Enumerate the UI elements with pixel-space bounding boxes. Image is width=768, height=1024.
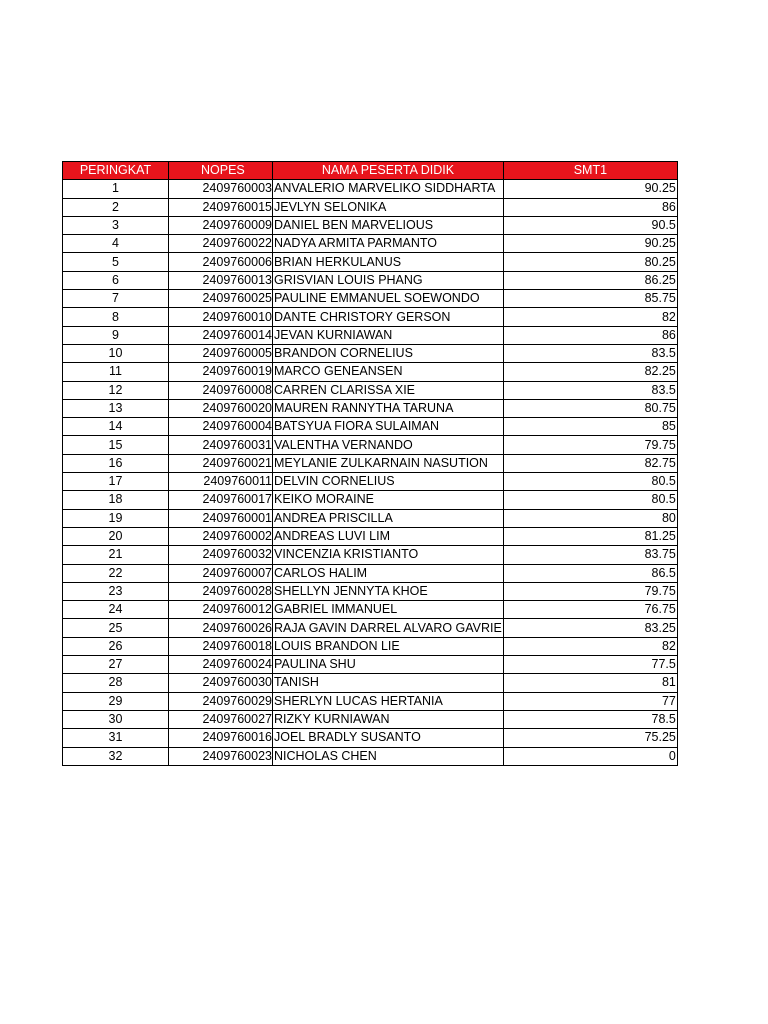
rank-cell[interactable]: 23 (63, 582, 169, 600)
smt1-score-cell[interactable]: 78.5 (503, 710, 677, 728)
smt1-score-cell[interactable]: 82.75 (503, 454, 677, 472)
student-name-cell[interactable]: RIZKY KURNIAWAN (273, 710, 504, 728)
nopes-cell[interactable]: 2409760003 (169, 180, 273, 198)
table-row (63, 692, 678, 710)
rank-cell[interactable]: 31 (63, 729, 169, 747)
rank-cell[interactable]: 17 (63, 473, 169, 491)
table-row (63, 326, 678, 344)
table-row (63, 271, 678, 289)
smt1-score-cell[interactable]: 86 (503, 198, 677, 216)
rank-cell[interactable]: 2 (63, 198, 169, 216)
rank-cell[interactable]: 27 (63, 656, 169, 674)
nopes-cell[interactable]: 2409760014 (169, 326, 273, 344)
student-name-cell[interactable]: LOUIS BRANDON LIE (273, 637, 504, 655)
nopes-cell[interactable]: 2409760005 (169, 344, 273, 362)
table-row (63, 253, 678, 271)
smt1-score-cell[interactable]: 85.75 (503, 290, 677, 308)
nopes-cell[interactable]: 2409760012 (169, 601, 273, 619)
rank-cell[interactable]: 25 (63, 619, 169, 637)
smt1-score-cell[interactable]: 83.5 (503, 344, 677, 362)
student-name-cell[interactable]: SHERLYN LUCAS HERTANIA (273, 692, 504, 710)
nopes-cell[interactable]: 2409760020 (169, 399, 273, 417)
smt1-score-cell[interactable]: 90.25 (503, 180, 677, 198)
rank-cell[interactable]: 11 (63, 363, 169, 381)
nopes-cell[interactable]: 2409760026 (169, 619, 273, 637)
smt1-score-cell[interactable]: 86 (503, 326, 677, 344)
smt1-score-cell[interactable]: 86.5 (503, 564, 677, 582)
table-row (63, 290, 678, 308)
header-peringkat[interactable]: PERINGKAT (63, 162, 169, 180)
student-name-cell[interactable]: CARREN CLARISSA XIE (273, 381, 504, 399)
table-row (63, 674, 678, 692)
rank-cell[interactable]: 19 (63, 509, 169, 527)
rank-cell[interactable]: 28 (63, 674, 169, 692)
smt1-score-cell[interactable]: 85 (503, 418, 677, 436)
smt1-score-cell[interactable]: 83.75 (503, 546, 677, 564)
table-row (63, 710, 678, 728)
nopes-cell[interactable]: 2409760016 (169, 729, 273, 747)
rank-cell[interactable]: 30 (63, 710, 169, 728)
rank-cell[interactable]: 16 (63, 454, 169, 472)
student-name-cell[interactable]: ANDREA PRISCILLA (273, 509, 504, 527)
student-name-cell[interactable]: NADYA ARMITA PARMANTO (273, 235, 504, 253)
header-nama-peserta-didik[interactable]: NAMA PESERTA DIDIK (273, 162, 504, 180)
header-nopes[interactable]: NOPES (169, 162, 273, 180)
smt1-score-cell[interactable]: 80.5 (503, 491, 677, 509)
table-row (63, 509, 678, 527)
student-name-cell[interactable]: SHELLYN JENNYTA KHOE (273, 582, 504, 600)
student-name-cell[interactable]: NICHOLAS CHEN (273, 747, 504, 765)
nopes-cell[interactable]: 2409760002 (169, 527, 273, 545)
student-name-cell[interactable]: MAUREN RANNYTHA TARUNA (273, 399, 504, 417)
table-row (63, 729, 678, 747)
student-name-cell[interactable]: PAULINE EMMANUEL SOEWONDO (273, 290, 504, 308)
smt1-score-cell[interactable]: 0 (503, 747, 677, 765)
student-name-cell[interactable]: MARCO GENEANSEN (273, 363, 504, 381)
table-row (63, 235, 678, 253)
student-name-cell[interactable]: DANTE CHRISTORY GERSON (273, 308, 504, 326)
rank-cell[interactable]: 15 (63, 436, 169, 454)
rank-cell[interactable]: 29 (63, 692, 169, 710)
rank-cell[interactable]: 22 (63, 564, 169, 582)
ranking-table-header (63, 162, 678, 180)
smt1-score-cell[interactable]: 82 (503, 637, 677, 655)
table-row (63, 747, 678, 765)
table-row (63, 656, 678, 674)
nopes-cell[interactable]: 2409760031 (169, 436, 273, 454)
student-name-cell[interactable]: GRISVIAN LOUIS PHANG (273, 271, 504, 289)
nopes-cell[interactable]: 2409760028 (169, 582, 273, 600)
nopes-cell[interactable]: 2409760030 (169, 674, 273, 692)
nopes-cell[interactable]: 2409760015 (169, 198, 273, 216)
nopes-cell[interactable]: 2409760007 (169, 564, 273, 582)
student-name-cell[interactable]: TANISH (273, 674, 504, 692)
smt1-score-cell[interactable]: 80.25 (503, 253, 677, 271)
student-name-cell[interactable]: VINCENZIA KRISTIANTO (273, 546, 504, 564)
nopes-cell[interactable]: 2409760027 (169, 710, 273, 728)
table-row (63, 564, 678, 582)
smt1-score-cell[interactable]: 80 (503, 509, 677, 527)
student-name-cell[interactable]: ANVALERIO MARVELIKO SIDDHARTA (273, 180, 504, 198)
smt1-score-cell[interactable]: 80.75 (503, 399, 677, 417)
table-row (63, 381, 678, 399)
student-name-cell[interactable]: MEYLANIE ZULKARNAIN NASUTION (273, 454, 504, 472)
nopes-cell[interactable]: 2409760021 (169, 454, 273, 472)
nopes-cell[interactable]: 2409760010 (169, 308, 273, 326)
nopes-cell[interactable]: 2409760019 (169, 363, 273, 381)
nopes-cell[interactable]: 2409760032 (169, 546, 273, 564)
smt1-score-cell[interactable]: 75.25 (503, 729, 677, 747)
student-name-cell[interactable]: RAJA GAVIN DARREL ALVARO GAVRIE (273, 619, 504, 637)
smt1-score-cell[interactable]: 79.75 (503, 582, 677, 600)
rank-cell[interactable]: 4 (63, 235, 169, 253)
nopes-cell[interactable]: 2409760022 (169, 235, 273, 253)
nopes-cell[interactable]: 2409760023 (169, 747, 273, 765)
ranking-table (62, 161, 678, 766)
rank-cell[interactable]: 20 (63, 527, 169, 545)
table-row (63, 216, 678, 234)
nopes-cell[interactable]: 2409760004 (169, 418, 273, 436)
table-row (63, 308, 678, 326)
rank-cell[interactable]: 18 (63, 491, 169, 509)
rank-cell[interactable]: 21 (63, 546, 169, 564)
rank-cell[interactable]: 8 (63, 308, 169, 326)
nopes-cell[interactable]: 2409760024 (169, 656, 273, 674)
table-row (63, 527, 678, 545)
smt1-score-cell[interactable]: 81 (503, 674, 677, 692)
rank-cell[interactable]: 13 (63, 399, 169, 417)
nopes-cell[interactable]: 2409760029 (169, 692, 273, 710)
header-row (63, 162, 678, 180)
student-name-cell[interactable]: BRANDON CORNELIUS (273, 344, 504, 362)
rank-cell[interactable]: 1 (63, 180, 169, 198)
table-row (63, 582, 678, 600)
table-row (63, 418, 678, 436)
smt1-score-cell[interactable]: 79.75 (503, 436, 677, 454)
rank-cell[interactable]: 5 (63, 253, 169, 271)
smt1-score-cell[interactable]: 81.25 (503, 527, 677, 545)
table-row (63, 436, 678, 454)
smt1-score-cell[interactable]: 83.25 (503, 619, 677, 637)
rank-cell[interactable]: 24 (63, 601, 169, 619)
nopes-cell[interactable]: 2409760025 (169, 290, 273, 308)
nopes-cell[interactable]: 2409760009 (169, 216, 273, 234)
student-name-cell[interactable]: VALENTHA VERNANDO (273, 436, 504, 454)
header-smt1[interactable]: SMT1 (503, 162, 677, 180)
student-name-cell[interactable]: JEVAN KURNIAWAN (273, 326, 504, 344)
smt1-score-cell[interactable]: 77.5 (503, 656, 677, 674)
table-row (63, 601, 678, 619)
table-row (63, 491, 678, 509)
smt1-score-cell[interactable]: 90.25 (503, 235, 677, 253)
student-name-cell[interactable]: DELVIN CORNELIUS (273, 473, 504, 491)
student-name-cell[interactable]: ANDREAS LUVI LIM (273, 527, 504, 545)
nopes-cell[interactable]: 2409760013 (169, 271, 273, 289)
nopes-cell[interactable]: 2409760017 (169, 491, 273, 509)
nopes-cell[interactable]: 2409760008 (169, 381, 273, 399)
rank-cell[interactable]: 10 (63, 344, 169, 362)
nopes-cell[interactable]: 2409760011 (169, 473, 273, 491)
table-row (63, 180, 678, 198)
rank-cell[interactable]: 26 (63, 637, 169, 655)
rank-cell[interactable]: 7 (63, 290, 169, 308)
table-row (63, 344, 678, 362)
student-name-cell[interactable]: BATSYUA FIORA SULAIMAN (273, 418, 504, 436)
student-name-cell[interactable]: BRIAN HERKULANUS (273, 253, 504, 271)
smt1-score-cell[interactable]: 86.25 (503, 271, 677, 289)
student-name-cell[interactable]: JEVLYN SELONIKA (273, 198, 504, 216)
smt1-score-cell[interactable]: 80.5 (503, 473, 677, 491)
nopes-cell[interactable]: 2409760001 (169, 509, 273, 527)
nopes-cell[interactable]: 2409760006 (169, 253, 273, 271)
table-row (63, 454, 678, 472)
rank-cell[interactable]: 3 (63, 216, 169, 234)
rank-cell[interactable]: 32 (63, 747, 169, 765)
smt1-score-cell[interactable]: 90.5 (503, 216, 677, 234)
table-row (63, 619, 678, 637)
student-name-cell[interactable]: GABRIEL IMMANUEL (273, 601, 504, 619)
smt1-score-cell[interactable]: 82 (503, 308, 677, 326)
ranking-table-body (63, 180, 678, 766)
smt1-score-cell[interactable]: 82.25 (503, 363, 677, 381)
rank-cell[interactable]: 9 (63, 326, 169, 344)
rank-cell[interactable]: 12 (63, 381, 169, 399)
table-row (63, 399, 678, 417)
student-name-cell[interactable]: JOEL BRADLY SUSANTO (273, 729, 504, 747)
rank-cell[interactable]: 6 (63, 271, 169, 289)
nopes-cell[interactable]: 2409760018 (169, 637, 273, 655)
student-name-cell[interactable]: PAULINA SHU (273, 656, 504, 674)
table-row (63, 363, 678, 381)
student-name-cell[interactable]: DANIEL BEN MARVELIOUS (273, 216, 504, 234)
table-row (63, 637, 678, 655)
table-row (63, 473, 678, 491)
smt1-score-cell[interactable]: 77 (503, 692, 677, 710)
table-row (63, 198, 678, 216)
smt1-score-cell[interactable]: 83.5 (503, 381, 677, 399)
student-name-cell[interactable]: CARLOS HALIM (273, 564, 504, 582)
table-row (63, 546, 678, 564)
smt1-score-cell[interactable]: 76.75 (503, 601, 677, 619)
student-name-cell[interactable]: KEIKO MORAINE (273, 491, 504, 509)
rank-cell[interactable]: 14 (63, 418, 169, 436)
